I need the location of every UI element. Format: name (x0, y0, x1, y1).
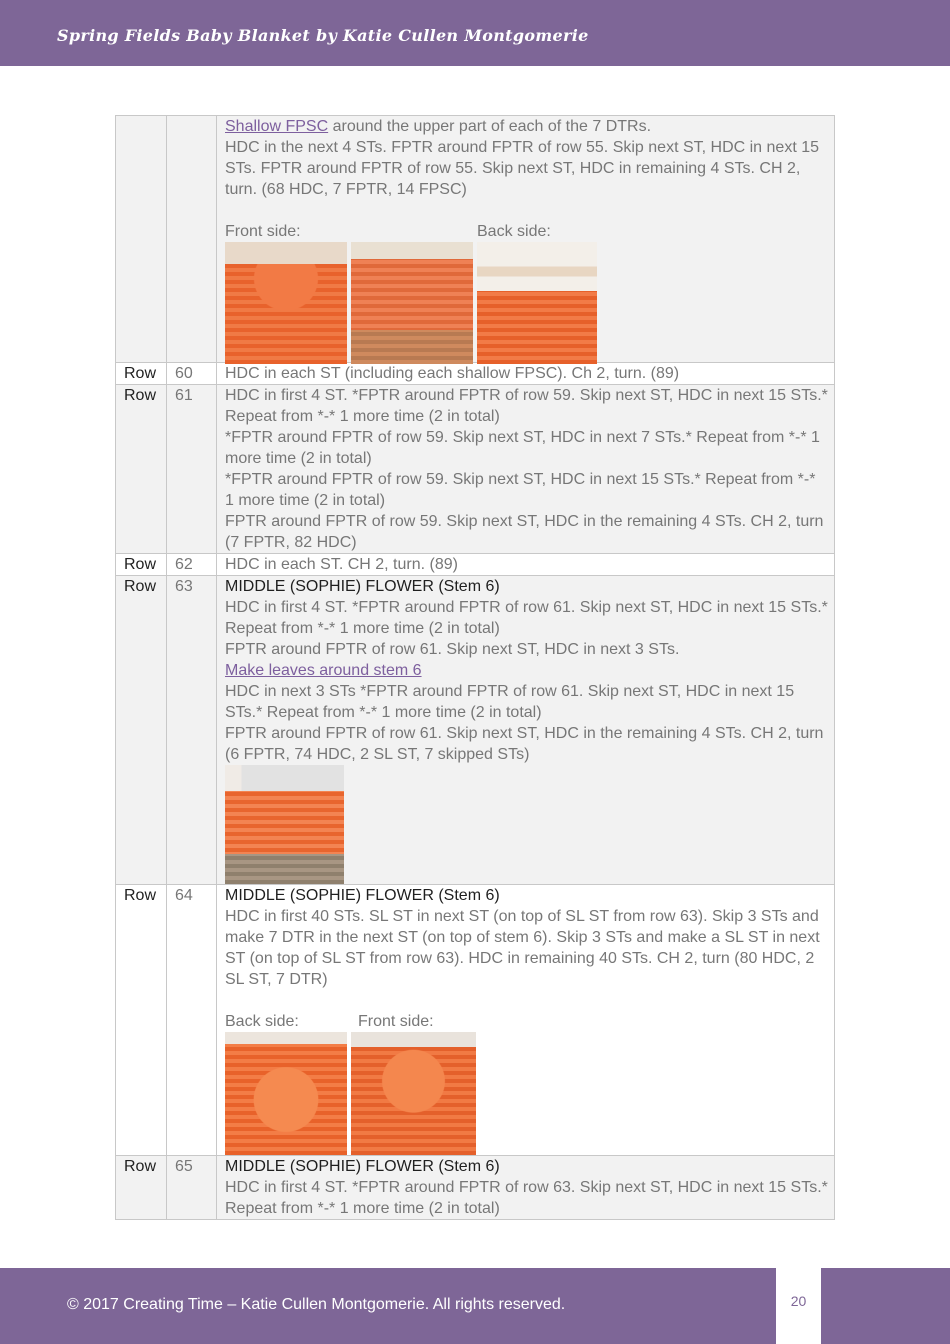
table-row (116, 116, 835, 363)
row-number: 63 (167, 576, 217, 885)
instruction-text: *FPTR around FPTR of row 59. Skip next ST, HDC in next 15 STs.* Repeat from *-* 1 more time (2 in total) (225, 471, 816, 509)
instruction-text: FPTR around FPTR of row 61. Skip next ST, HDC in the remaining 4 STs. CH 2, turn (6 FPTR, 74 HDC, 2 SL ST, 7 skipped STs) (225, 725, 824, 763)
instruction-text: HDC in the next 4 STs. FPTR around FPTR of row 55. Skip next ST, HDC in next 15 STs. FPTR around FPTR of row 55. Skip next ST, HDC in remaining 4 STs. CH 2, turn. (68 HDC, 7 FPTR, 14 FPSC) (225, 139, 820, 198)
back-side-caption: Back side: (225, 1013, 299, 1030)
back-side-photo (477, 242, 597, 364)
table-row (116, 554, 835, 576)
table-row (116, 576, 835, 885)
row-instructions (217, 116, 835, 363)
row-number: 64 (167, 885, 217, 1156)
front-side-caption: Front side: (358, 1013, 434, 1030)
front-side-photo (351, 1032, 476, 1155)
front-side-photo (351, 242, 473, 364)
row-instructions (217, 885, 835, 1156)
section-heading: MIDDLE (SOPHIE) FLOWER (Stem 6) (225, 887, 500, 904)
instruction-text: HDC in first 4 ST. *FPTR around FPTR of row 63. Skip next ST, HDC in next 15 STs.* Repeat from *-* 1 more time (2 in total) (225, 1179, 828, 1217)
instruction-text: FPTR around FPTR of row 59. Skip next ST, HDC in the remaining 4 STs. CH 2, turn (7 FPTR, 82 HDC) (225, 513, 824, 551)
instruction-text: HDC in next 3 STs *FPTR around FPTR of row 61. Skip next ST, HDC in next 15 STs.* Repeat from *-* 1 more time (2 in total) (225, 683, 795, 721)
make-leaves-link[interactable]: Make leaves around stem 6 (225, 662, 422, 679)
shallow-fpsc-link[interactable]: Shallow FPSC (225, 118, 329, 135)
copyright-notice: © 2017 Creating Time – Katie Cullen Montgomerie. All rights reserved. (67, 1296, 566, 1313)
section-heading: MIDDLE (SOPHIE) FLOWER (Stem 6) (225, 578, 500, 595)
back-side-photo (225, 1032, 347, 1155)
row-instructions: HDC in each ST. CH 2, turn. (89) (217, 554, 835, 576)
instruction-text: around the upper part of each of the 7 DTRs. (328, 118, 652, 135)
pattern-table (115, 115, 835, 1220)
page-header (0, 0, 950, 66)
row-number: 62 (167, 554, 217, 576)
row-label: Row (124, 387, 157, 404)
row-instructions (217, 385, 835, 554)
instruction-text: HDC in first 4 ST. *FPTR around FPTR of row 59. Skip next ST, HDC in next 15 STs.* Repeat from *-* 1 more time (2 in total) (225, 387, 828, 425)
row-label: Row (124, 1158, 157, 1175)
instruction-text: HDC in first 4 ST. *FPTR around FPTR of row 61. Skip next ST, HDC in next 15 STs.* Repeat from *-* 1 more time (2 in total) (225, 599, 828, 637)
row-label: Row (124, 887, 157, 904)
instruction-text: HDC in first 40 STs. SL ST in next ST (on top of SL ST from row 63). Skip 3 STs and make 7 DTR in the next ST (on top of stem 6). Skip 3 STs and make a SL ST in next ST (on top of SL ST from row 63). HDC in remaining 40 STs. CH 2, turn (80 HDC, 2 SL ST, 7 DTR) (225, 908, 820, 988)
section-heading: MIDDLE (SOPHIE) FLOWER (Stem 6) (225, 1158, 500, 1175)
row-label: Row (124, 365, 157, 382)
page-number: 20 (790, 1293, 807, 1309)
row-instructions: HDC in each ST (including each shallow FPSC). Ch 2, turn. (89) (217, 363, 835, 385)
back-side-caption: Back side: (477, 223, 551, 240)
instruction-text: FPTR around FPTR of row 61. Skip next ST, HDC in next 3 STs. (225, 641, 680, 658)
instruction-text: *FPTR around FPTR of row 59. Skip next ST, HDC in next 7 STs.* Repeat from *-* 1 more time (2 in total) (225, 429, 820, 467)
stem-photo (225, 765, 344, 884)
front-side-photo (225, 242, 347, 364)
document-title: Spring Fields Baby Blanket by Katie Cullen Montgomerie (57, 26, 589, 45)
table-row (116, 385, 835, 554)
row-label-cell (116, 116, 167, 363)
front-side-caption: Front side: (225, 223, 301, 240)
row-number: 60 (167, 363, 217, 385)
table-row (116, 1156, 835, 1220)
table-row (116, 363, 835, 385)
row-instructions (217, 1156, 835, 1220)
row-label: Row (124, 556, 157, 573)
row-number: 61 (167, 385, 217, 554)
row-label: Row (124, 578, 157, 595)
row-number-cell (167, 116, 217, 363)
row-instructions (217, 576, 835, 885)
table-row (116, 885, 835, 1156)
row-number: 65 (167, 1156, 217, 1220)
